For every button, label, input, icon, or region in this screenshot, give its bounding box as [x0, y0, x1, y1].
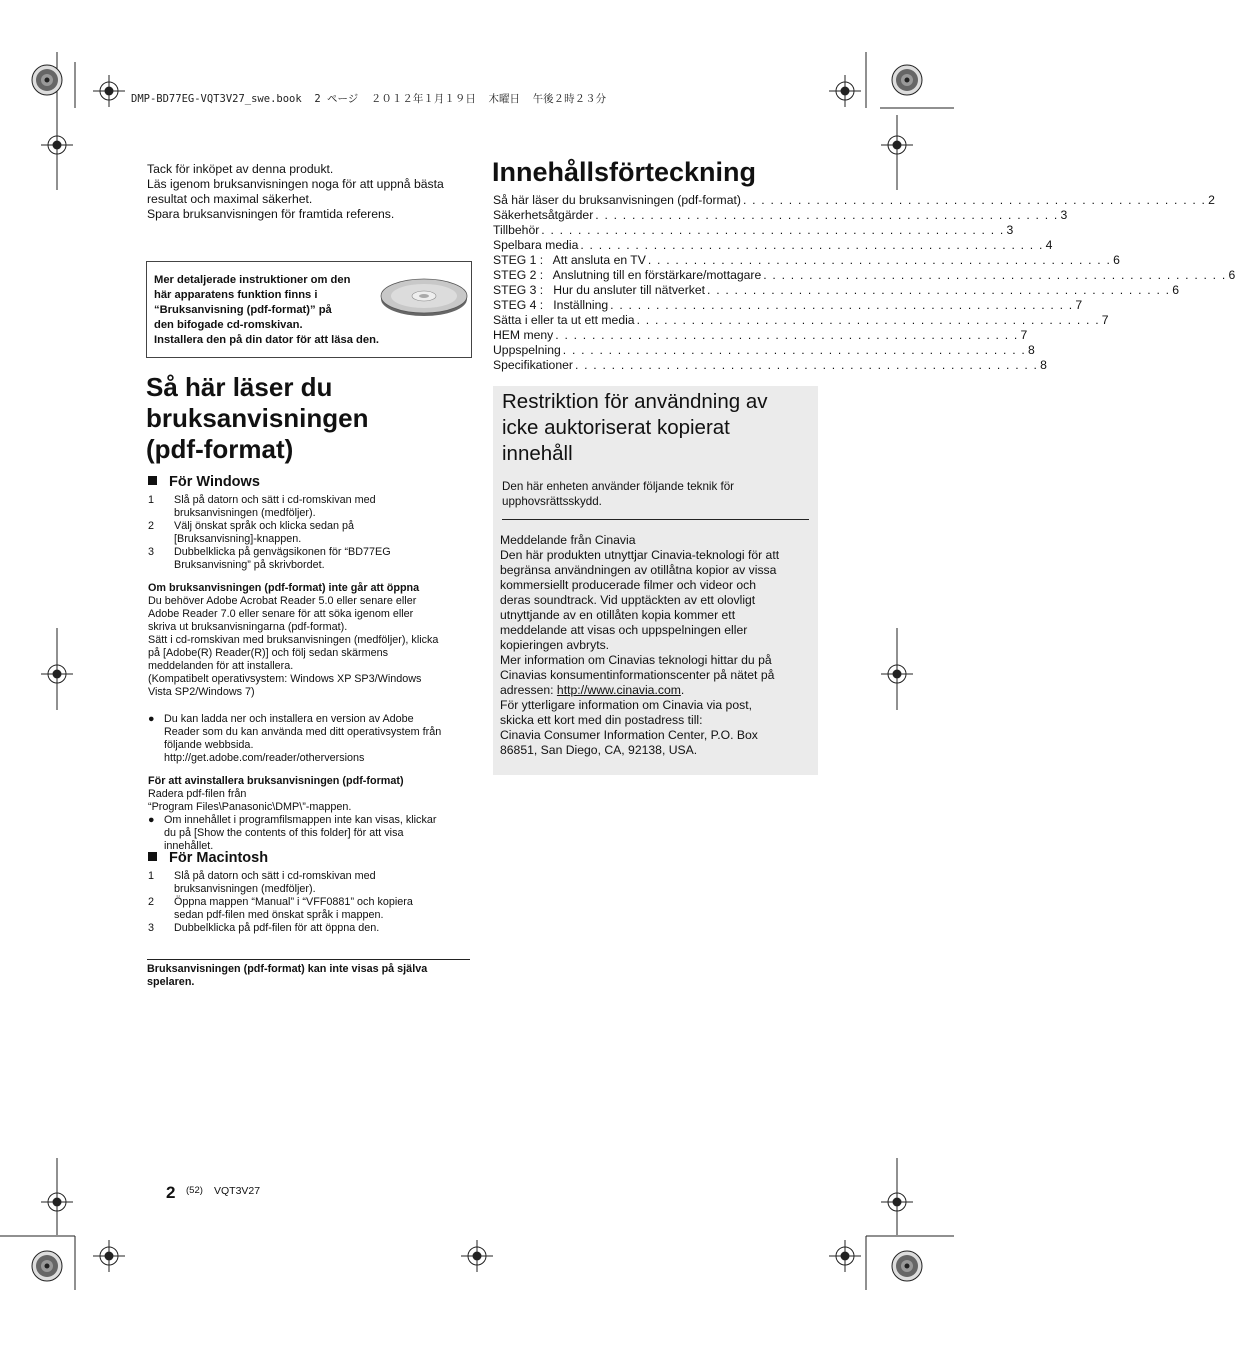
trouble-text [148, 595, 473, 699]
toc-label: Så här läser du bruksanvisningen (pdf-format) [493, 193, 741, 207]
toc-label: STEG 1 : Att ansluta en TV [493, 253, 646, 267]
trouble-line: meddelanden för att installera. [148, 660, 294, 672]
list-item [148, 546, 473, 559]
toc-leader: . . . . . . . . . . . . . . . . . . . . . . . . . . . . . . . . . . . . . . . . . . . . . . . . . . . [707, 283, 1171, 297]
step-number: 3 [148, 546, 155, 558]
notice-line: meddelande att visas och uppspelningen eller [500, 623, 748, 637]
bullet-dot-icon: ● [148, 814, 155, 826]
restriction-intro-line: Den här enheten använder följande teknik för [502, 480, 735, 493]
notice-line: kopieringen avbryts. [500, 638, 610, 652]
cd-info-line: Installera den på din dator för att läsa den. [154, 334, 380, 346]
step-text: sedan pdf-filen med önskat språk i mappen. [174, 909, 384, 921]
bullet-text: Reader som du kan använda med ditt operativsystem från [164, 726, 442, 738]
toc-leader: . . . . . . . . . . . . . . . . . . . . . . . . . . . . . . . . . . . . . . . . . . . . . . . . . . . [541, 223, 1005, 237]
bullet-text: Om innehållet i programfilsmappen inte kan visas, klickar [164, 814, 437, 826]
toc-item[interactable] [493, 208, 1068, 223]
howto-title-line: Så här läser du [146, 372, 333, 402]
toc-page: 3 [1060, 208, 1068, 222]
trouble-line: Vista SP2/Windows 7) [148, 686, 255, 698]
cd-info-line: här apparatens funktion finns i [154, 289, 318, 301]
toc-item[interactable] [493, 328, 1028, 343]
toc-item[interactable] [493, 238, 1053, 253]
toc-label: HEM meny [493, 328, 554, 342]
bullet-dot-icon: ● [148, 713, 155, 725]
toc-item[interactable] [493, 283, 1179, 298]
windows-steps [148, 494, 473, 572]
trouble-line: på [Adobe(R) Reader(R)] och följ sedan skärmens [148, 647, 389, 659]
toc-label: Spelbara media [493, 238, 579, 252]
windows-heading [148, 474, 473, 490]
toc-label: Uppspelning [493, 343, 561, 357]
uninstall-line: Radera pdf-filen från [148, 788, 247, 800]
toc-item[interactable] [493, 268, 1235, 283]
bullet-text: innehållet. [164, 840, 214, 852]
adobe-bullet [148, 713, 473, 765]
toc-page: 8 [1027, 343, 1035, 357]
print-header: DMP-BD77EG-VQT3V27_swe.book 2 ページ ２０１２年１月１９日 木曜日 午後２時２３分 [131, 93, 607, 105]
notice-line: utnyttjande av en otillåten kopia kommer ett [500, 608, 736, 622]
link-prefix: adressen: [500, 683, 557, 697]
cd-rom-disc-icon [380, 277, 468, 317]
restriction-title [502, 389, 768, 467]
bullet-text: följande webbsida. [164, 739, 254, 751]
step-text: Slå på datorn och sätt i cd-romskivan med [174, 870, 376, 882]
toc-leader: . . . . . . . . . . . . . . . . . . . . . . . . . . . . . . . . . . . . . . . . . . . . . . . . . . . [763, 268, 1227, 282]
toc-item[interactable] [493, 343, 1035, 358]
windows-heading-text: För Windows [169, 474, 260, 490]
step-text: Bruksanvisning” på skrivbordet. [174, 559, 325, 571]
notice-line: 86851, San Diego, CA, 92138, USA. [500, 743, 698, 757]
step-text: Dubbelklicka på genvägsikonen för “BD77EG [174, 546, 391, 558]
toc-label: STEG 2 : Anslutning till en förstärkare/mottagare [493, 268, 762, 282]
toc-item[interactable] [493, 193, 1215, 208]
mac-steps [148, 870, 473, 935]
uninstall-line: “Program Files\Panasonic\DMP\”-mappen. [148, 801, 352, 813]
notice-line: För ytterligare information om Cinavia via post, [500, 698, 752, 712]
howto-title-line: bruksanvisningen [146, 403, 369, 433]
toc-item[interactable] [493, 253, 1120, 268]
step-number: 1 [148, 494, 155, 506]
notice-link-line [500, 683, 812, 698]
toc-leader: . . . . . . . . . . . . . . . . . . . . . . . . . . . . . . . . . . . . . . . . . . . . . . . . . . . [742, 193, 1207, 207]
mac-heading [148, 850, 473, 866]
notice-line: Meddelande från Cinavia [500, 533, 636, 547]
toc-item[interactable] [493, 358, 1047, 373]
step-text: Dubbelklicka på pdf-filen för att öppna den. [174, 922, 380, 934]
cd-info-line: den bifogade cd-romskivan. [154, 319, 303, 331]
cd-info-line: Mer detaljerade instruktioner om den [154, 274, 351, 286]
howto-title-line: (pdf-format) [146, 434, 294, 464]
cd-info-box [146, 261, 472, 358]
trouble-line: (Kompatibelt operativsystem: Windows XP SP3/Windows [148, 673, 422, 685]
square-bullet-icon [148, 852, 157, 861]
step-text: bruksanvisningen (medföljer). [174, 507, 316, 519]
intro-line: Tack för inköpet av denna produkt. [147, 162, 334, 176]
restriction-box [493, 386, 818, 775]
notice-line: Mer information om Cinavias teknologi hittar du på [500, 653, 772, 667]
notice-line: Cinavia Consumer Information Center, P.O. Box [500, 728, 758, 742]
toc-page: 6 [1113, 253, 1120, 267]
notice-line: Cinavias konsumentinformationscenter på nätet på [500, 668, 775, 682]
footnote [147, 963, 472, 989]
notice-line: begränsa användningen av otillåtna kopior av vissa [500, 563, 777, 577]
toc-label: STEG 3 : Hur du ansluter till nätverket [493, 283, 706, 297]
trouble-line: Sätt i cd-romskivan med bruksanvisningen (medföljer), klicka [148, 634, 439, 646]
restriction-divider [502, 519, 809, 520]
step-text: bruksanvisningen (medföljer). [174, 883, 316, 895]
toc-leader: . . . . . . . . . . . . . . . . . . . . . . . . . . . . . . . . . . . . . . . . . . . . . . . . . . . [580, 238, 1044, 252]
toc-page: 8 [1040, 358, 1047, 372]
toc-leader: . . . . . . . . . . . . . . . . . . . . . . . . . . . . . . . . . . . . . . . . . . . . . . . . . . . [574, 358, 1039, 372]
notice-line: kommersiellt producerade filmer och videor och [500, 578, 757, 592]
toc-page: 3 [1006, 223, 1014, 237]
toc-leader: . . . . . . . . . . . . . . . . . . . . . . . . . . . . . . . . . . . . . . . . . . . . . . . . . . . [555, 328, 1019, 342]
toc-leader: . . . . . . . . . . . . . . . . . . . . . . . . . . . . . . . . . . . . . . . . . . . . . . . . . . . [647, 253, 1112, 267]
toc-label: Tillbehör [493, 223, 540, 237]
mac-heading-text: För Macintosh [169, 850, 269, 866]
step-number: 3 [148, 922, 155, 934]
square-bullet-icon [148, 476, 157, 485]
intro-text [147, 162, 477, 222]
bullet-text: Du kan ladda ner och installera en version av Adobe [164, 713, 414, 725]
step-text: Välj önskat språk och klicka sedan på [174, 520, 355, 532]
footnote-line: spelaren. [147, 976, 195, 988]
toc-label: Specifikationer [493, 358, 573, 372]
toc-page: 4 [1045, 238, 1053, 252]
cinavia-link[interactable]: http://www.cinavia.com [556, 683, 681, 697]
toc-label: STEG 4 : Inställning [493, 298, 609, 312]
trouble-line: Adobe Reader 7.0 eller senare för att söka igenom eller [148, 608, 414, 620]
toc-page: 6 [1172, 283, 1179, 297]
toc-label: Sätta i eller ta ut ett media [493, 313, 635, 327]
mac-section [148, 850, 473, 935]
intro-line: resultat och maximal säkerhet. [147, 192, 313, 206]
step-text: Slå på datorn och sätt i cd-romskivan med [174, 494, 376, 506]
howto-title [146, 372, 369, 465]
cd-info-line: “Bruksanvisning (pdf-format)” på [154, 304, 332, 316]
step-number: 1 [148, 870, 155, 882]
footnote-line: Bruksanvisningen (pdf-format) kan inte visas på själva [147, 963, 428, 975]
uninstall-text [148, 788, 473, 853]
toc-item[interactable] [493, 223, 1014, 238]
list-item [148, 896, 473, 909]
list-item [148, 494, 473, 507]
toc-item[interactable] [493, 313, 1109, 328]
step-text: Öppna mappen “Manual” i “VFF0881” och kopiera [174, 896, 413, 908]
toc-page: 7 [1101, 313, 1109, 327]
toc-title: Innehållsförteckning [492, 157, 757, 187]
bullet-text: du på [Show the contents of this folder] för att visa [164, 827, 404, 839]
link-suffix: . [680, 683, 685, 697]
trouble-line: skriva ut bruksanvisningarna (pdf-format). [148, 621, 348, 633]
cinavia-notice [500, 533, 812, 758]
uninstall-heading: För att avinstallera bruksanvisningen (pdf-format) [148, 775, 404, 787]
toc-page: 2 [1208, 193, 1215, 207]
toc-leader: . . . . . . . . . . . . . . . . . . . . . . . . . . . . . . . . . . . . . . . . . . . . . . . . . . . [636, 313, 1100, 327]
list-item [148, 520, 473, 533]
step-number: 2 [148, 520, 155, 532]
windows-section [148, 474, 473, 853]
toc-page: 7 [1075, 298, 1083, 312]
trouble-heading: Om bruksanvisningen (pdf-format) inte går att öppna [148, 582, 420, 594]
notice-line: skicka ett kort med din postadress till: [500, 713, 703, 727]
footer-code: VQT3V27 [214, 1185, 261, 1197]
step-number: 2 [148, 896, 155, 908]
toc-page: 6 [1228, 268, 1235, 282]
toc-item[interactable] [493, 298, 1083, 313]
intro-line: Spara bruksanvisningen för framtida referens. [147, 207, 395, 221]
step-text: [Bruksanvisning]-knappen. [174, 533, 302, 545]
toc-leader: . . . . . . . . . . . . . . . . . . . . . . . . . . . . . . . . . . . . . . . . . . . . . . . . . . . [562, 343, 1026, 357]
footer-small: (52) [186, 1185, 203, 1196]
page-number: 2 [166, 1183, 176, 1202]
notice-line: deras soundtrack. Vid upptäckten av ett olovligt [500, 593, 756, 607]
list-item [148, 922, 473, 935]
restriction-title-line: icke auktoriserat kopierat [502, 416, 730, 439]
restriction-intro [502, 479, 734, 509]
notice-line: Den här produkten utnyttjar Cinavia-teknologi för att [500, 548, 780, 562]
intro-line: Läs igenom bruksanvisningen noga för att uppnå bästa [147, 177, 444, 191]
adobe-url[interactable]: http://get.adobe.com/reader/otherversions [164, 752, 365, 764]
restriction-intro-line: upphovsrättsskydd. [502, 495, 602, 508]
toc-leader: . . . . . . . . . . . . . . . . . . . . . . . . . . . . . . . . . . . . . . . . . . . . . . . . . . . [610, 298, 1074, 312]
restriction-title-line: innehåll [502, 442, 573, 465]
restriction-title-line: Restriktion för användning av [502, 390, 768, 413]
toc-list [493, 193, 1235, 373]
toc-page: 7 [1020, 328, 1028, 342]
trouble-line: Du behöver Adobe Acrobat Reader 5.0 eller senare eller [148, 595, 417, 607]
list-item [148, 870, 473, 883]
footnote-divider [147, 959, 470, 960]
toc-leader: . . . . . . . . . . . . . . . . . . . . . . . . . . . . . . . . . . . . . . . . . . . . . . . . . . . [595, 208, 1059, 222]
toc-label: Säkerhetsåtgärder [493, 208, 594, 222]
